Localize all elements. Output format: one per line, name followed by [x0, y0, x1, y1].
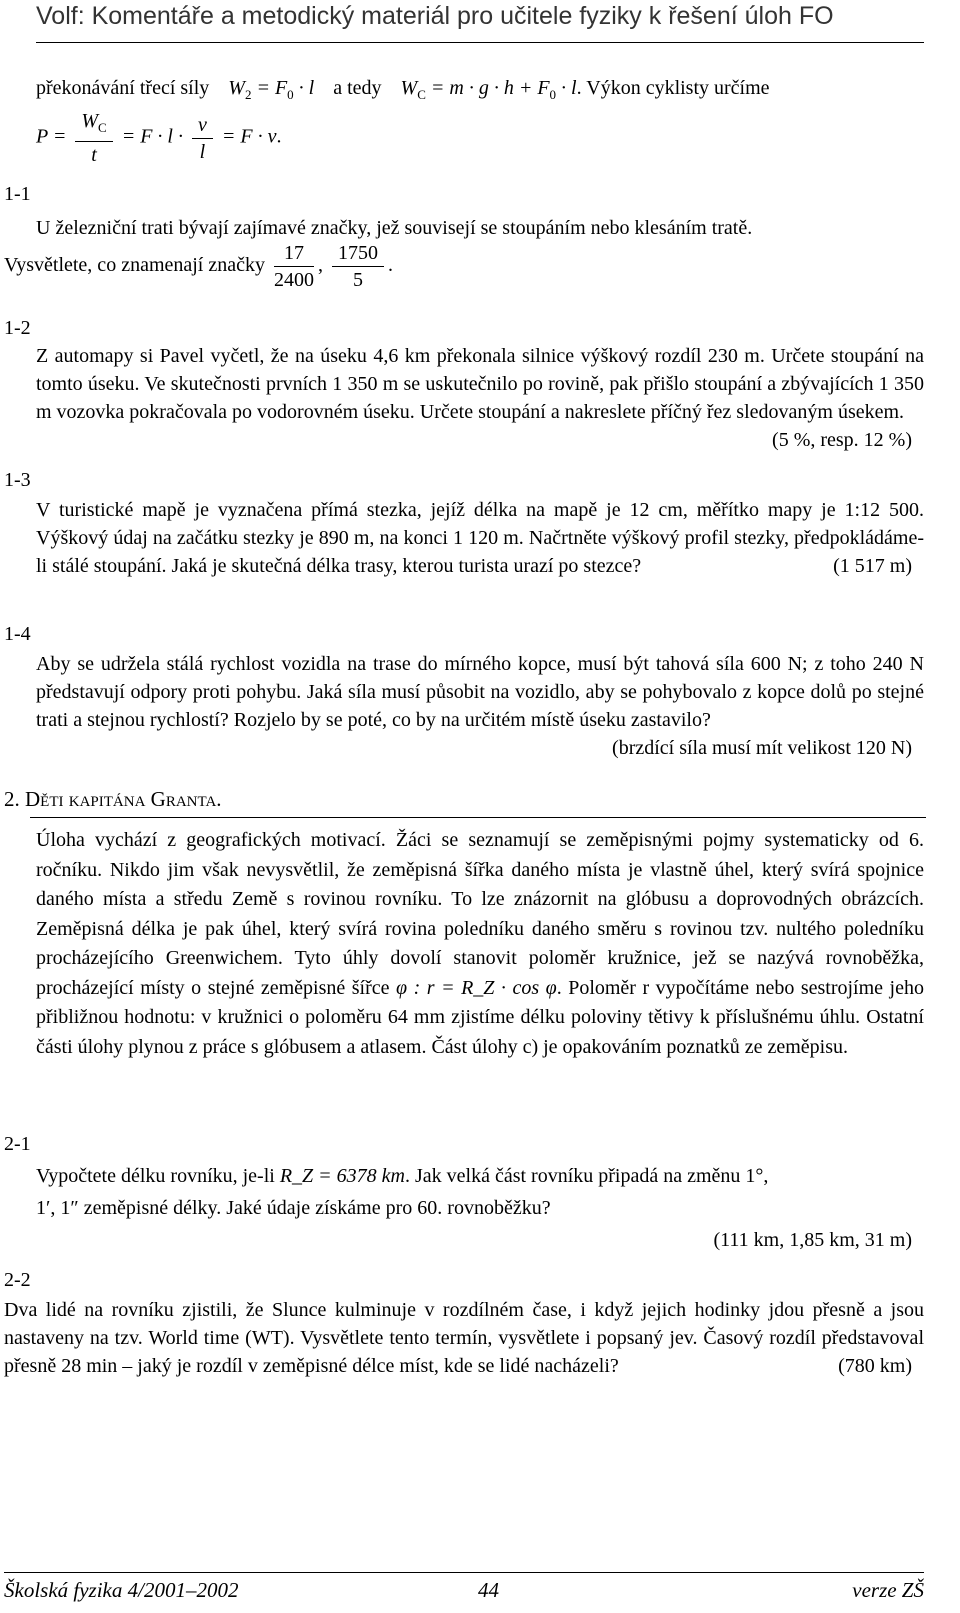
page-header-title: Volf: Komentáře a metodický materiál pro učitele fyziky k řešení úloh FO [36, 2, 834, 30]
footer-page-number: 44 [478, 1578, 499, 1602]
footer-rule [4, 1572, 924, 1573]
equation-power: P = $\frac{W_C}{t}$ = F · l · $\frac{v}{l}$ = F · v. [36, 110, 282, 166]
sign-fraction-1750-5: $\frac{1750}{5}$ [332, 240, 384, 293]
problem-label-2-2: 2-2 [4, 1269, 31, 1291]
intro-line-1 [36, 74, 770, 109]
problem-1-1-signs: Vysvětlete, co znamenají značky $\frac{17}{2400}$ , $\frac{1750}{5}$ . [4, 242, 393, 291]
problem-2-1-line1: Vypočtete délku rovníku, je-li R_Z = 6378 km. Jak velká část rovníku připadá na změnu 1°, [36, 1165, 769, 1187]
problem-label-1-3: 1-3 [4, 469, 31, 491]
problem-1-2-text: Z automapy si Pavel vyčetl, že na úseku 4,6 km překonala silnice výškový rozdíl 230 m. Určete stoupání na tomto úseku. Ve skutečnosti prvních 1 350 m se uskutečnilo po rovině, pak přišlo stoupání a zbývajících 1 350 m vozovka pokračovala po vodorovném úseku. Určete stoupání a nakreslete příčný řez sledovaným úsekem. (5 %, resp. 12 %) [36, 342, 924, 454]
equation-wc: $W_C = m \cdot g \cdot h + F_0 \cdot l$ [400, 77, 577, 102]
problem-label-1-4: 1-4 [4, 623, 31, 645]
problem-2-2-text: Dva lidé na rovníku zjistili, že Slunce kulminuje v rozdílném čase, i když jejich hodinky jdou přesně a jsou nastaveny na tzv. World time (WT). Vysvětlete tento termín, vysvětlete i popsaný jev. Časový rozdíl představoval přesně 28 min – jaký je rozdíl v zeměpisné délce míst, kde se lidé nacházeli? (780 km) [4, 1296, 924, 1380]
problem-1-1-text: U železniční trati bývají zajímavé značky, jež souvisejí se stoupáním nebo klesáním tratě. [36, 217, 753, 239]
header-rule [36, 42, 924, 43]
fraction-wc-t: $\frac{W_C}{t}$ [75, 108, 112, 168]
problem-1-2-answer: (5 %, resp. 12 %) [772, 429, 912, 451]
footer-version: verze ZŠ [852, 1578, 924, 1602]
section-rule [30, 817, 926, 818]
intro-text-c: . Výkon cyklisty určíme [576, 77, 770, 99]
sign-fraction-17-2400: $\frac{17}{2400}$ [274, 242, 314, 291]
intro-text-a: překonávání třecí síly [36, 77, 210, 99]
equation-earth-radius: R_Z = 6378 km [279, 1165, 405, 1187]
problem-1-4-answer: (brzdící síla musí mít velikost 120 N) [612, 737, 912, 759]
section-2-heading: 2. Děti kapitána Granta. [4, 787, 222, 811]
fraction-v-l: $\frac{v}{l}$ [192, 112, 213, 165]
problem-2-2-answer: (780 km) [838, 1355, 912, 1377]
problem-2-1-line2: 1′, 1″ zeměpisné délky. Jaké údaje získáme pro 60. rovnoběžku? [36, 1197, 551, 1219]
problem-label-1-2: 1-2 [4, 317, 31, 339]
section-2-intro: Úloha vychází z geografických motivací. Žáci se seznamují se zeměpisnými pojmy systematicky od 6. ročníku. Nikdo jim však nevysvětlil, že zeměpisná šířka daného místa je vlastně úhel, který svírá spojnice daného místa a středu Země s rovinou rovníku. To lze znázornit na glóbusu a doprovodných obrázcích. Zeměpisná délka je pak úhel, který svírá rovina poledníku daného směru s rovinou tzv. nultého poledníku procházejícího Greenwichem. Tyto úhly dovolí stanovit poloměr kružnice, jež se nazývá rovnoběžka, procházející místy o stejné zeměpisné šířce φ : r = R_Z · cos φ. Poloměr r vypočítáme nebo sestrojíme jeho přibližnou hodnotu: v kružnici o poloměru 64 mm zjistíme délku poloviny tětivy k příslušnému úhlu. Ostatní části úlohy plynou z práce s glóbusem a atlasem. Část úlohy c) je opakováním poznatků ze zeměpisu. [36, 829, 924, 1058]
problem-1-4-text: Aby se udržela stálá rychlost vozidla na trase do mírného kopce, musí být tahová síla 600 N; z toho 240 N představují odpory proti pohybu. Jaká síla musí působit na vozidlo, aby se pohybovalo z kopce dolů po stejné trati a stejnou rychlostí? Rozjelo by se poté, co by na určitém místě úseku zastavilo? (brzdící síla musí mít velikost 120 N) [36, 650, 924, 762]
problem-1-3-text: V turistické mapě je vyznačena přímá stezka, jejíž délka na mapě je 12 cm, měřítko mapy je 1:12 500. Výškový údaj na začátku stezky je 890 m, na konci 1 120 m. Načrtněte výškový profil stezky, předpokládáme-li stálé stoupání. Jaká je skutečná délka trasy, kterou turista urazí po stezce? (1 517 m) [36, 496, 924, 580]
equation-w2: $W_2 = F_0 \cdot l$ [228, 77, 315, 102]
problem-1-3-answer: (1 517 m) [833, 555, 912, 577]
page-footer [0, 1578, 960, 1608]
problem-1-1-text2: Vysvětlete, co znamenají značky [4, 254, 265, 277]
intro-text-b: a tedy [333, 77, 382, 99]
equation-parallel-radius: φ : r = R_Z · cos φ [396, 976, 557, 999]
problem-2-1-answer: (111 km, 1,85 km, 31 m) [713, 1229, 912, 1251]
problem-label-1-1: 1-1 [4, 183, 31, 205]
problem-label-2-1: 2-1 [4, 1133, 31, 1155]
footer-journal: Školská fyzika 4/2001–2002 [4, 1578, 239, 1602]
